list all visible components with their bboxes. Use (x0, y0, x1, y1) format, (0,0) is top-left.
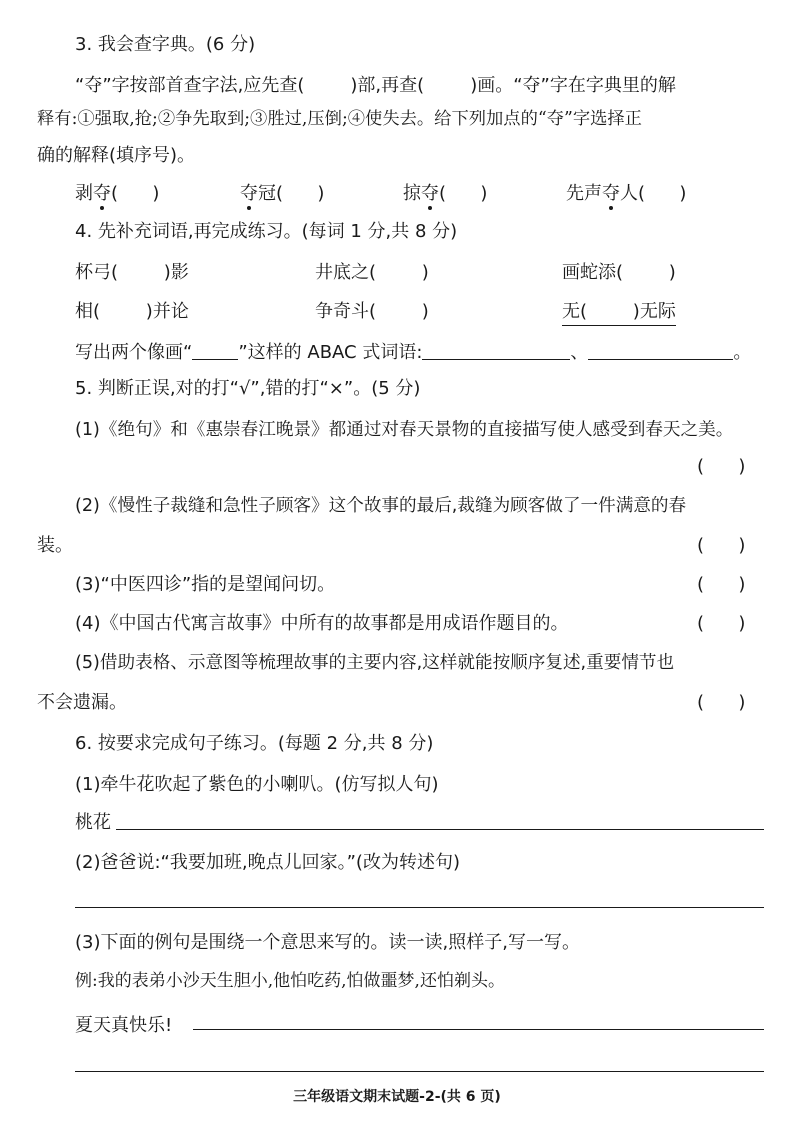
q3-item-2: 夺冠( ) (240, 183, 325, 204)
q6-answer-line-2[interactable] (75, 907, 764, 908)
q5-title: 5. 判断正误,对的打“√”,错的打“×”。(5 分) (75, 378, 421, 399)
q3-paragraph-line-2: 释有:①强取,抢;②争先取到;③胜过,压倒;④使失去。给下列加点的“夺”字选择正 (37, 109, 642, 129)
abac-example-blank[interactable] (192, 341, 238, 360)
abac-answer-blank-1[interactable] (422, 341, 570, 360)
q6-sentence-1: (1)牵牛花吹起了紫色的小喇叭。(仿写拟人句) (75, 774, 439, 795)
q5-statement-4: (4)《中国古代寓言故事》中所有的故事都是用成语作题目的。 (75, 613, 569, 634)
q6-example: 例:我的表弟小沙天生胆小,他怕吃药,怕做噩梦,还怕剃头。 (75, 971, 505, 991)
q4-word-4: 相( )并论 (75, 301, 189, 322)
q5-answer-4[interactable]: ( ) (697, 613, 746, 634)
q5-statement-3: (3)“中医四诊”指的是望闻问切。 (75, 574, 336, 595)
q5-statement-2: (2)《慢性子裁缝和急性子顾客》这个故事的最后,裁缝为顾客做了一件满意的春 (75, 496, 687, 516)
q4-word-2: 井底之( ) (315, 262, 429, 283)
q5-answer-3[interactable]: ( ) (697, 574, 746, 595)
q4-word-6: 无( )无际 (562, 300, 676, 326)
q3-item-3: 掠夺( ) (403, 183, 488, 204)
q6-sentence-2: (2)爸爸说:“我要加班,晚点儿回家。”(改为转述句) (75, 852, 460, 873)
q3-paragraph-line-1: “夺”字按部首查字法,应先查( )部,再查( )画。“夺”字在字典里的解 (75, 75, 676, 96)
q3-item-1: 剥夺( ) (75, 183, 160, 204)
q3-paragraph-line-3: 确的解释(填序号)。 (37, 145, 196, 166)
q6-answer-line-1[interactable] (116, 829, 764, 830)
q5-statement-1: (1)《绝句》和《惠崇春江晚景》都通过对春天景物的直接描写使人感受到春天之美。 (75, 420, 734, 440)
q6-sentence-3: (3)下面的例句是围绕一个意思来写的。读一读,照样子,写一写。 (75, 932, 580, 953)
q6-answer-line-4[interactable] (75, 1071, 764, 1072)
q6-sentence-3-lead: 夏天真快乐! (75, 1015, 173, 1036)
q3-title: 3. 我会查字典。(6 分) (75, 34, 256, 55)
abac-answer-blank-2[interactable] (588, 341, 733, 360)
q4-word-5: 争奇斗( ) (315, 301, 429, 322)
q5-statement-5: (5)借助表格、示意图等梳理故事的主要内容,这样就能按顺序复述,重要情节也 (75, 653, 675, 673)
q5-answer-2[interactable]: ( ) (697, 535, 746, 556)
page-footer: 三年级语文期末试题-2-(共 6 页) (293, 1089, 501, 1105)
q6-title: 6. 按要求完成句子练习。(每题 2 分,共 8 分) (75, 733, 434, 754)
q5-answer-1[interactable]: ( ) (697, 456, 746, 477)
q5-statement-2-cont: 装。 (37, 535, 73, 556)
q4-word-1: 杯弓( )影 (75, 262, 189, 283)
q6-sentence-1-lead: 桃花 (75, 812, 111, 833)
q4-word-3: 画蛇添( ) (562, 262, 676, 283)
q4-title: 4. 先补充词语,再完成练习。(每词 1 分,共 8 分) (75, 221, 458, 242)
q5-answer-5[interactable]: ( ) (697, 692, 746, 713)
q4-abac-line: 写出两个像画“ ”这样的 ABAC 式词语: 、 。 (75, 342, 752, 363)
q6-answer-line-3[interactable] (193, 1029, 764, 1030)
q5-statement-5-cont: 不会遗漏。 (37, 692, 127, 713)
q3-item-4: 先声夺人( ) (566, 183, 687, 204)
